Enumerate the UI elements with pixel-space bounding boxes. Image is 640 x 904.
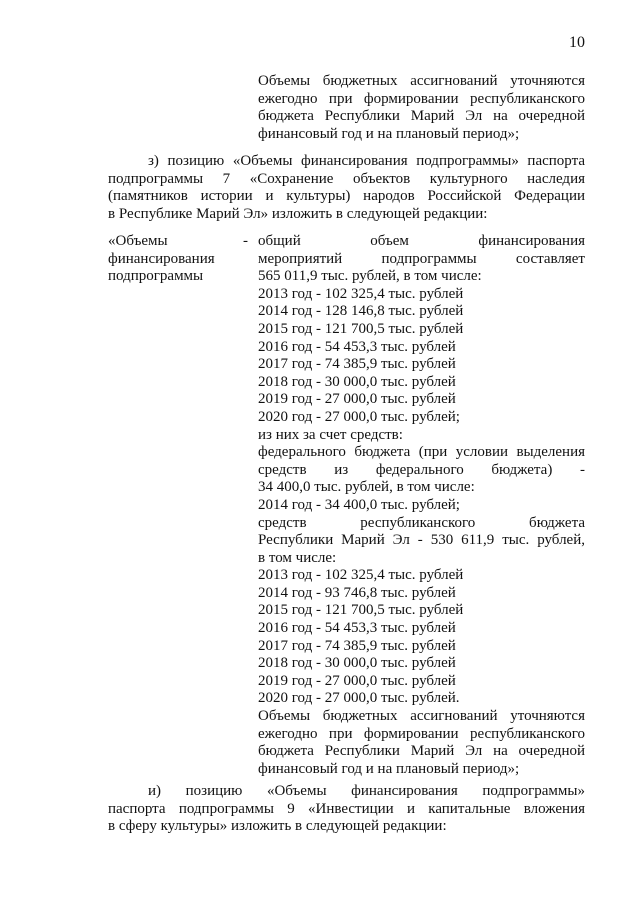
table-line: 2017 год - 74 385,9 тыс. рублей [258, 637, 456, 654]
table-line: 2020 год - 27 000,0 тыс. рублей; [258, 408, 460, 425]
table-line: 2015 год - 121 700,5 тыс. рублей [258, 320, 464, 337]
table-line: 2019 год - 27 000,0 тыс. рублей [258, 672, 456, 689]
table-line: 2013 год - 102 325,4 тыс. рублей [258, 285, 464, 302]
table-line: 2015 год - 121 700,5 тыс. рублей [258, 602, 464, 619]
section-i-paragraph [108, 783, 585, 836]
table-line: федерального бюджета (при условии выделения [258, 444, 585, 461]
table-line: 2016 год - 54 453,3 тыс. рублей [258, 620, 456, 637]
table-line: средств республиканского бюджета [258, 514, 585, 531]
table-line: мероприятий подпрограммы составляет [258, 250, 585, 267]
table-line: бюджета Республики Марий Эл на очередной [258, 743, 585, 760]
text-line: и) позицию «Объемы финансирования подпрограммы» [148, 783, 585, 799]
table-line: Республики Марий Эл - 530 611,9 тыс. рублей, [258, 532, 585, 549]
table-line: 2017 год - 74 385,9 тыс. рублей [258, 356, 456, 373]
table-line: 2016 год - 54 453,3 тыс. рублей [258, 338, 456, 355]
text-line: паспорта подпрограммы 9 «Инвестиции и капитальные вложения [108, 800, 585, 817]
text-line: бюджета Республики Марий Эл на очередной [258, 108, 585, 125]
text-line: в Республике Марий Эл» изложить в следующей редакции: [108, 205, 488, 222]
table-line: общий объем финансирования [258, 233, 585, 249]
table-line: 2013 год - 102 325,4 тыс. рублей [258, 567, 464, 584]
text-line: ежегодно при формировании республиканского [258, 90, 585, 107]
table-line: средств из федерального бюджета) - [258, 461, 585, 478]
table-line: финансовый год и на плановый период»; [258, 760, 520, 777]
table-line: 2019 год - 27 000,0 тыс. рублей [258, 391, 456, 408]
table-line: 2020 год - 27 000,0 тыс. рублей. [258, 690, 460, 707]
table-line: в том числе: [258, 549, 337, 566]
table-line: 34 400,0 тыс. рублей, в том числе: [258, 479, 475, 496]
text-line: финансовый год и на плановый период»; [258, 125, 520, 142]
text-line: Объемы бюджетных ассигнований уточняются [258, 73, 585, 89]
text-line: в сферу культуры» изложить в следующей редакции: [108, 818, 447, 835]
section-z-paragraph [108, 153, 585, 223]
page-number: 10 [569, 34, 585, 51]
table-line: 2018 год - 30 000,0 тыс. рублей [258, 655, 456, 672]
table-line: 2014 год - 93 746,8 тыс. рублей [258, 584, 456, 601]
top-note [258, 73, 585, 143]
label-line: финансирования [108, 250, 215, 267]
table-line: 2014 год - 128 146,8 тыс. рублей [258, 303, 464, 320]
text-line: з) позицию «Объемы финансирования подпрограммы» паспорта [148, 153, 585, 169]
table-dash: - [243, 233, 248, 249]
table-label [108, 233, 228, 286]
text-line: (памятников истории и культуры) народов Российской Федерации [108, 188, 585, 205]
table-line: Объемы бюджетных ассигнований уточняются [258, 708, 585, 725]
label-line: подпрограммы [108, 268, 204, 285]
label-line: «Объемы [108, 233, 168, 249]
table-line: ежегодно при формировании республиканского [258, 725, 585, 742]
text-line: подпрограммы 7 «Сохранение объектов культурного наследия [108, 170, 585, 187]
table-line: 2018 год - 30 000,0 тыс. рублей [258, 373, 456, 390]
table-line: 565 011,9 тыс. рублей, в том числе: [258, 268, 482, 285]
table-line: из них за счет средств: [258, 426, 403, 443]
table-content [258, 233, 585, 778]
table-line: 2014 год - 34 400,0 тыс. рублей; [258, 496, 460, 513]
